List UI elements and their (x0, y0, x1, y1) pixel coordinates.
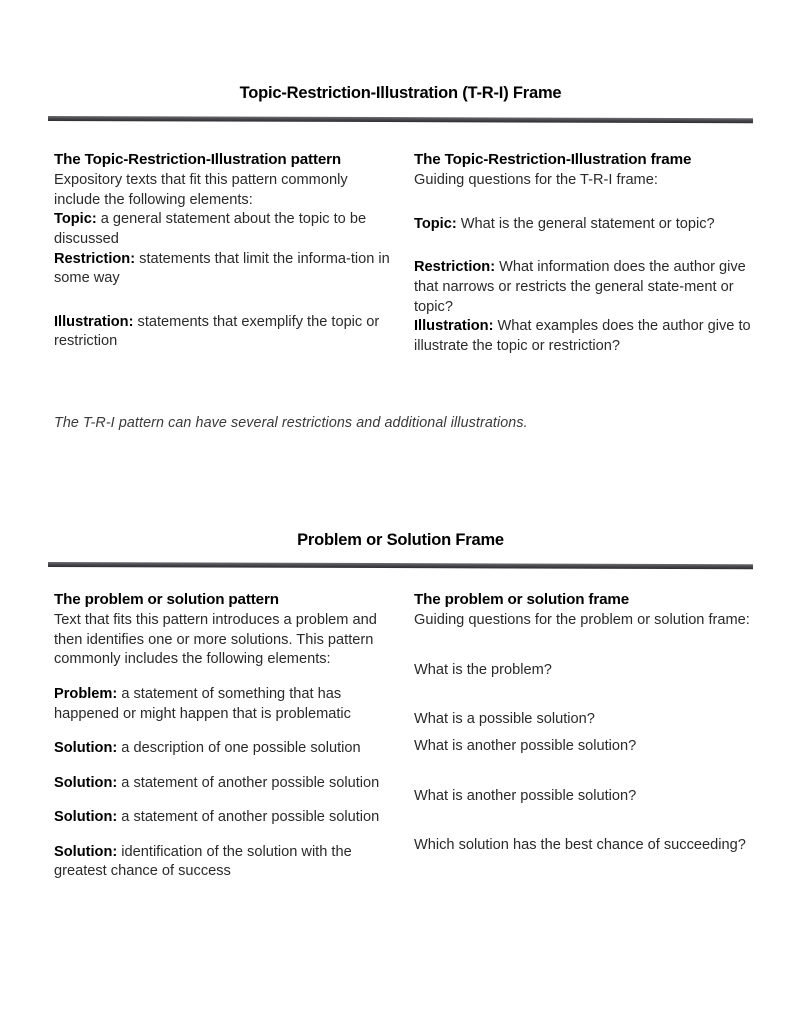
ps-left-intro: Text that fits this pattern introduces a problem and then identifies one or more solutions. This pattern commonly includes the following elements: (54, 612, 377, 668)
tri-right-heading: The Topic-Restriction-Illustration frame (414, 151, 692, 168)
tri-left-column (54, 150, 392, 352)
tri-right-question-topic-text: What is the general statement or topic? (460, 215, 715, 232)
spacer (414, 234, 756, 258)
ps-left-item-solution-4-text: identification of the solution with the greatest chance of success (54, 843, 352, 880)
ps-left-item-solution-2-label: Solution: (54, 774, 118, 791)
ps-left-item-solution-3 (54, 808, 392, 828)
spacer (414, 631, 756, 661)
tri-right-intro: Guiding questions for the T-R-I frame: (414, 172, 658, 189)
ps-right-question-5: Which solution has the best chance of succeeding? (414, 837, 746, 854)
ps-left-item-solution-1 (54, 739, 392, 759)
tri-right-question-restriction-label: Restriction: (414, 259, 496, 276)
tri-left-intro: Expository texts that fit this pattern commonly include the following elements: (54, 172, 348, 208)
tri-left-item-restriction-text: statements that limit the informa-tion in some way (54, 250, 390, 287)
ps-right-question-4: What is another possible solution? (414, 787, 637, 804)
section-divider-problem-solution (48, 562, 753, 569)
ps-left-item-problem-label: Problem: (54, 686, 118, 702)
tri-footnote: The T-R-I pattern can have several restrictions and additional illustrations. (54, 415, 528, 431)
ps-right-question-3: What is another possible solution? (414, 738, 637, 754)
ps-left-heading: The problem or solution pattern (54, 591, 279, 608)
ps-left-item-solution-3-label: Solution: (54, 809, 118, 826)
tri-right-question-illustration (414, 317, 756, 356)
ps-left-item-problem (54, 685, 392, 724)
spacer (414, 806, 756, 836)
ps-left-item-solution-2-text: a statement of another possible solution (121, 774, 380, 791)
ps-left-item-solution-4-label: Solution: (54, 843, 118, 860)
tri-left-item-restriction-label: Restriction: (54, 250, 136, 267)
section-divider-tri (48, 116, 753, 123)
section-title-tri: Topic-Restriction-Illustration (T-R-I) Frame (239, 84, 562, 102)
ps-left-item-solution-2 (54, 774, 392, 794)
spacer (414, 757, 756, 787)
spacer (54, 724, 392, 739)
tri-left-heading: The Topic-Restriction-Illustration pattern (54, 151, 342, 168)
spacer (54, 670, 392, 685)
tri-left-item-illustration (54, 313, 392, 352)
ps-left-column (54, 590, 392, 882)
ps-right-heading: The problem or solution frame (414, 591, 630, 608)
spacer (54, 289, 392, 313)
ps-left-item-solution-4 (54, 843, 392, 882)
ps-left-item-solution-1-text: a description of one possible solution (121, 740, 361, 757)
spacer (414, 191, 756, 215)
tri-left-item-topic-text: a general statement about the topic to be discussed (54, 211, 367, 247)
spacer (414, 730, 756, 737)
spacer (54, 793, 392, 808)
tri-right-question-topic (414, 215, 756, 235)
tri-right-question-topic-label: Topic: (414, 215, 457, 232)
tri-left-item-restriction (54, 250, 392, 289)
tri-right-question-illustration-text: What examples does the author give to illustrate the topic or restriction? (414, 318, 751, 354)
ps-right-intro: Guiding questions for the problem or solution frame: (414, 612, 750, 629)
ps-left-item-solution-3-text: a statement of another possible solution (121, 809, 380, 826)
ps-right-question-1: What is the problem? (414, 661, 552, 678)
tri-left-item-illustration-text: statements that exemplify the topic or restriction (54, 313, 380, 350)
tri-right-question-illustration-label: Illustration: (414, 318, 494, 335)
ps-right-column (414, 590, 756, 856)
tri-left-item-topic-label: Topic: (54, 211, 97, 228)
ps-right-question-2: What is a possible solution? (414, 711, 595, 728)
tri-right-question-restriction (414, 258, 756, 317)
tri-right-column (414, 150, 756, 356)
tri-left-item-illustration-label: Illustration: (54, 313, 134, 330)
ps-left-item-problem-text: a statement of something that has happened or might happen that is problematic (54, 686, 351, 722)
ps-left-item-solution-1-label: Solution: (54, 740, 118, 757)
spacer (54, 759, 392, 774)
tri-left-item-topic (54, 210, 392, 249)
spacer (54, 828, 392, 843)
tri-right-question-restriction-text: What information does the author give that narrows or restricts the general state-ment or topic? (414, 259, 746, 315)
section-title-problem-solution: Problem or Solution Frame (297, 531, 504, 549)
spacer (414, 680, 756, 710)
